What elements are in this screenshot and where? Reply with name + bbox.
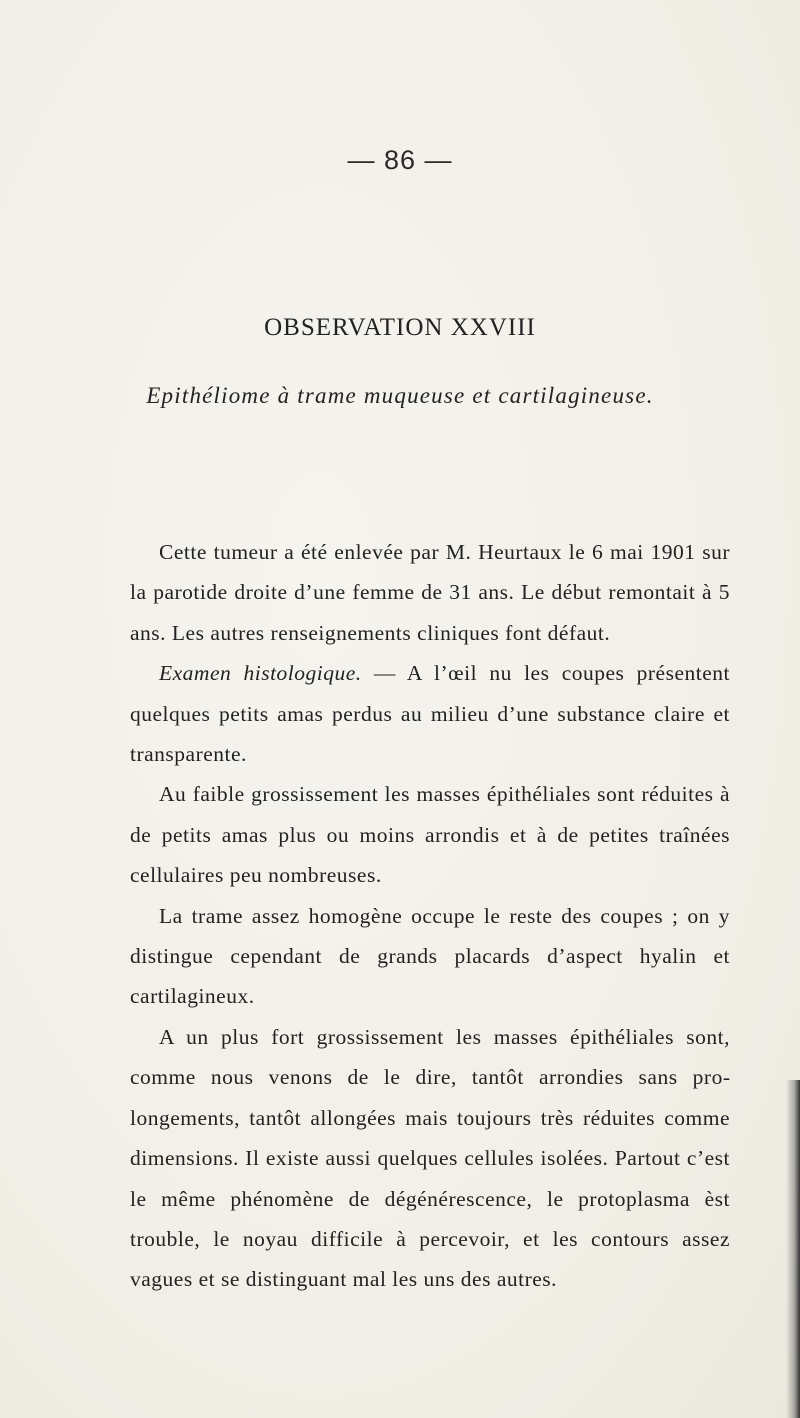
page-edge-shadow (786, 1080, 800, 1418)
paragraph-lead: Examen histologique. (159, 661, 362, 686)
paragraph (130, 1017, 730, 1300)
paragraph-text: — A l’œil nu les coupes présentent quelques petits amas perdus au milieu d’une substance claire et transparente. (130, 661, 730, 767)
observation-title: OBSERVATION XXVIII (264, 314, 536, 341)
paragraph (130, 774, 730, 895)
paragraph-text: A un plus fort grossissement les masses épithéliales sont, comme nous venons de le dire, tantôt arrondies sans prolongements, tantôt allongées mais toujours très réduites comme dimensions. Il existe aussi quelques cellules isolées. Partout c’est le même phénomène de dégénérescence, le protoplasma èst trouble, le noyau difficile à percevoir, et les contours assez vagues et se distinguant mal les uns des autres. (130, 1024, 730, 1292)
paragraph (130, 653, 730, 774)
paragraph (130, 532, 730, 653)
paragraph-text: Cette tumeur a été enlevée par M. Heurtaux le 6 mai 1901 sur la parotide droite d’une femme de 31 ans. Le début remontait à 5 ans. Les autres renseignements cliniques font défaut. (130, 540, 730, 645)
paragraph-text: Au faible grossissement les masses épithéliales sont réduites à de petits amas plus ou moins arrondis et à de petites traînées cellulaires peu nombreuses. (130, 782, 730, 888)
page-number: — 86 — (347, 145, 453, 175)
paragraph-text: La trame assez homogène occupe le reste des coupes ; on y distingue cependant de grands placards d’aspect hyalin et cartilagineux. (130, 903, 730, 1009)
observation-subtitle: Epithéliome à trame muqueuse et cartilagineuse. (146, 383, 654, 408)
paragraph (130, 896, 730, 1017)
body-text (130, 532, 730, 1300)
